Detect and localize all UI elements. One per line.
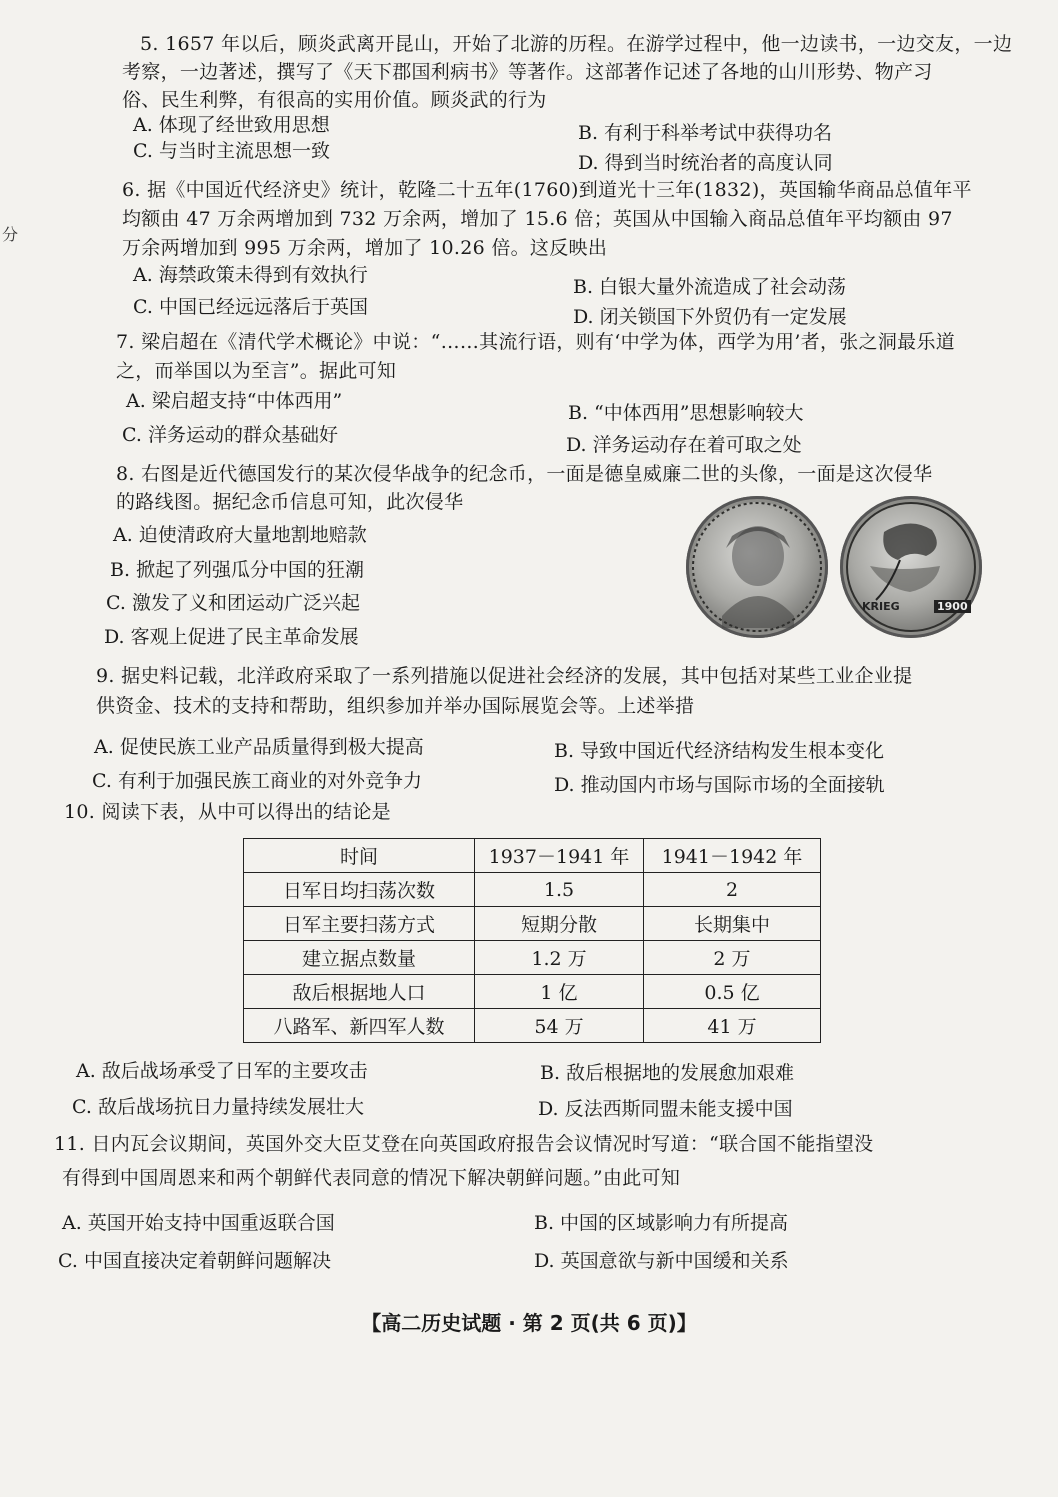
option-b: B. 掀起了列强瓜分中国的狂潮 <box>110 559 365 581</box>
option-b: B. 中国的区域影响力有所提高 <box>534 1212 789 1234</box>
table-header-cell: 1941－1942 年 <box>644 839 821 873</box>
page-footer: 【高二历史试题 · 第 2 页(共 6 页)】 <box>361 1311 697 1335</box>
option-a: A. 迫使清政府大量地割地赔款 <box>113 524 367 546</box>
table-cell: 1.5 <box>475 873 644 907</box>
coin-map-image <box>840 496 982 638</box>
option-d: D. 闭关锁国下外贸仍有一定发展 <box>573 306 847 328</box>
coin-year: 1900 <box>934 600 971 613</box>
option-b: B. 有利于科举考试中获得功名 <box>578 122 833 144</box>
coin-inscription: KRIEG <box>862 600 900 613</box>
invasion-route-map-icon <box>840 496 982 638</box>
question-stem-line: 5. 1657 年以后，顾炎武离开昆山，开始了北游的历程。在游学过程中，他一边读书，一边交友，一边 <box>140 33 1013 55</box>
option-a: A. 英国开始支持中国重返联合国 <box>62 1212 335 1234</box>
table-cell: 0.5 亿 <box>644 975 821 1009</box>
option-b: B. 导致中国近代经济结构发生根本变化 <box>554 740 885 762</box>
table-header-cell: 1937－1941 年 <box>475 839 644 873</box>
table-cell: 长期集中 <box>644 907 821 941</box>
option-a: A. 促使民族工业产品质量得到极大提高 <box>94 736 424 758</box>
table-cell: 八路军、新四军人数 <box>244 1009 475 1043</box>
option-b: B. 白银大量外流造成了社会动荡 <box>573 276 847 298</box>
table-header-cell: 时间 <box>244 839 475 873</box>
table-row <box>244 1009 821 1043</box>
table-header-row <box>244 839 821 873</box>
table-cell: 短期分散 <box>475 907 644 941</box>
option-d: D. 反法西斯同盟未能支援中国 <box>538 1098 793 1120</box>
question-stem-line: 考察，一边著述，撰写了《天下郡国利病书》等著作。这部著作记述了各地的山川形势、物产习 <box>122 61 933 83</box>
table-cell: 敌后根据地人口 <box>244 975 475 1009</box>
option-d: D. 得到当时统治者的高度认同 <box>578 152 833 174</box>
option-b: B. “中体西用”思想影响较大 <box>568 402 804 424</box>
question-stem-line: 11. 日内瓦会议期间，英国外交大臣艾登在向英国政府报告会议情况时写道：“联合国不能指望没 <box>54 1133 874 1155</box>
table-cell: 54 万 <box>475 1009 644 1043</box>
question-stem-line: 的路线图。据纪念币信息可知，此次侵华 <box>116 491 464 513</box>
table-cell: 2 万 <box>644 941 821 975</box>
question-stem-line: 俗、民生利弊，有很高的实用价值。顾炎武的行为 <box>122 89 547 111</box>
table-cell: 41 万 <box>644 1009 821 1043</box>
table-cell: 日军日均扫荡次数 <box>244 873 475 907</box>
option-c: C. 中国直接决定着朝鲜问题解决 <box>58 1250 331 1272</box>
question-stem-line: 10. 阅读下表，从中可以得出的结论是 <box>64 801 391 823</box>
option-c: C. 与当时主流思想一致 <box>133 140 330 162</box>
table-cell: 建立据点数量 <box>244 941 475 975</box>
question-stem-line: 8. 右图是近代德国发行的某次侵华战争的纪念币，一面是德皇威廉二世的头像，一面是这次侵华 <box>116 463 933 485</box>
table-cell: 2 <box>644 873 821 907</box>
option-d: D. 洋务运动存在着可取之处 <box>566 434 802 456</box>
table-cell: 1 亿 <box>475 975 644 1009</box>
question-stem-line: 有得到中国周恩来和两个朝鲜代表同意的情况下解决朝鲜问题。”由此可知 <box>62 1167 681 1189</box>
option-a: A. 梁启超支持“中体西用” <box>126 390 343 412</box>
kaiser-portrait-icon <box>686 496 828 638</box>
question-stem-line: 均额由 47 万余两增加到 732 万余两，增加了 15.6 倍；英国从中国输入商品总值年平均额由 97 <box>122 208 953 230</box>
question-stem-line: 万余两增加到 995 万余两，增加了 10.26 倍。这反映出 <box>122 237 608 259</box>
question-stem-line: 供资金、技术的支持和帮助，组织参加并举办国际展览会等。上述举措 <box>96 695 695 717</box>
table-row <box>244 907 821 941</box>
option-d: D. 客观上促进了民主革命发展 <box>104 626 359 648</box>
option-d: D. 推动国内市场与国际市场的全面接轨 <box>554 774 885 796</box>
option-c: C. 中国已经远远落后于英国 <box>133 296 368 318</box>
option-d: D. 英国意欲与新中国缓和关系 <box>534 1250 789 1272</box>
margin-mark: 分 <box>2 225 19 244</box>
coin-portrait-image <box>686 496 828 638</box>
question-stem-line: 之，而举国以为至言”。据此可知 <box>116 360 397 382</box>
question-stem-line: 6. 据《中国近代经济史》统计，乾隆二十五年(1760)到道光十三年(1832)，英国输华商品总值年平 <box>122 179 972 201</box>
table-row <box>244 941 821 975</box>
option-a: A. 敌后战场承受了日军的主要攻击 <box>76 1060 368 1082</box>
option-c: C. 洋务运动的群众基础好 <box>122 424 338 446</box>
question-stem-line: 9. 据史料记载，北洋政府采取了一系列措施以促进社会经济的发展，其中包括对某些工业企业提 <box>96 665 913 687</box>
table-row <box>244 975 821 1009</box>
option-b: B. 敌后根据地的发展愈加艰难 <box>540 1062 795 1084</box>
option-c: C. 敌后战场抗日力量持续发展壮大 <box>72 1096 364 1118</box>
table-row <box>244 873 821 907</box>
table-cell: 日军主要扫荡方式 <box>244 907 475 941</box>
option-a: A. 海禁政策未得到有效执行 <box>133 264 368 286</box>
data-table <box>243 838 821 1043</box>
option-c: C. 激发了义和团运动广泛兴起 <box>106 592 360 614</box>
option-a: A. 体现了经世致用思想 <box>133 114 330 136</box>
table-cell: 1.2 万 <box>475 941 644 975</box>
option-c: C. 有利于加强民族工商业的对外竞争力 <box>92 770 422 792</box>
question-stem-line: 7. 梁启超在《清代学术概论》中说：“……其流行语，则有‘中学为体，西学为用’者，张之洞最乐道 <box>116 331 956 353</box>
